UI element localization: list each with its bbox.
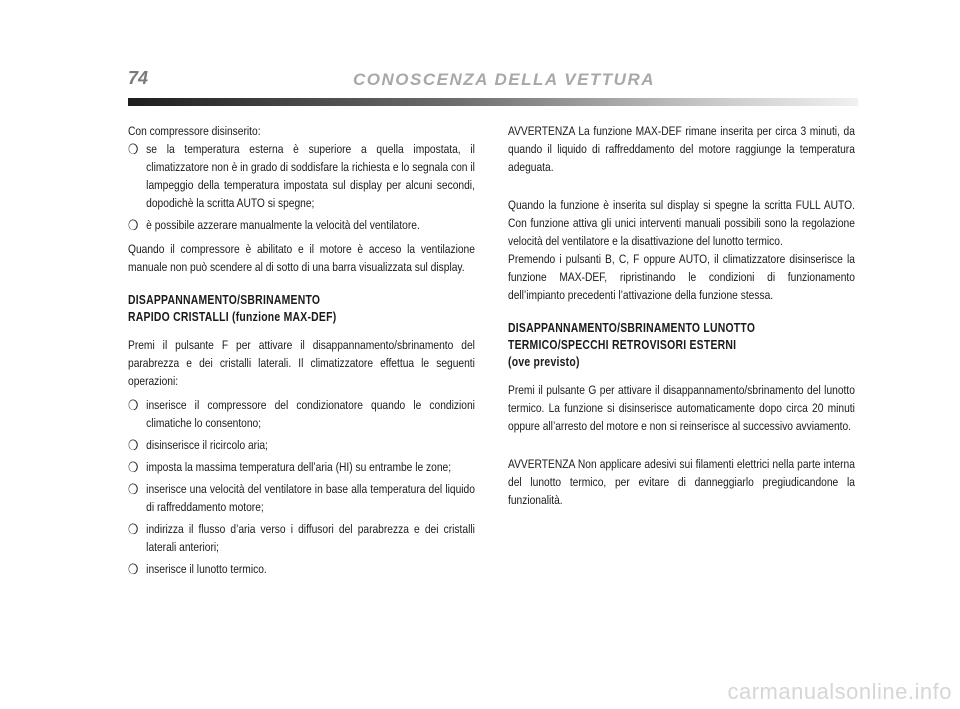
bullet-icon: ❍ [128,141,139,157]
warning-max-def: AVVERTENZA La funzione MAX-DEF rimane inserita per circa 3 minuti, da quando il liquido di raffreddamento del motore raggiunge la temperatura adeguata. [508,124,855,174]
bullet-icon: ❍ [128,397,139,413]
heading-line: (ove previsto) [508,355,580,369]
section-title: CONOSCENZA DELLA VETTURA [353,70,656,89]
list-item [128,396,475,432]
bullet-icon: ❍ [128,459,139,475]
list-item [128,480,475,516]
heading-line: DISAPPANNAMENTO/SBRINAMENTO [128,293,321,307]
bullet-icon: ❍ [128,561,139,577]
list-item-text: è possibile azzerare manualmente la velocità del ventilatore. [146,218,420,232]
list-item-text: disinserisce il ricircolo aria; [146,438,268,452]
paragraph-rear-window: Premi il pulsante G per attivare il disappannamento/sbrinamento del lunotto termico. La funzione si disinserisce automaticamente dopo circa 20 minuti oppure all’arresto del motore e non si reinserisce al successivo avviamento. [508,383,855,433]
list-item [128,216,475,234]
list-item [128,436,475,454]
bullet-icon: ❍ [128,521,139,537]
list-item-text: imposta la massima temperatura dell’aria (HI) su entrambe le zone; [146,460,452,474]
bullet-icon: ❍ [128,437,139,453]
bullet-icon: ❍ [128,481,139,497]
list-item [128,560,475,578]
list-item [128,458,475,476]
page-number: 74 [128,68,149,88]
watermark: carmanualsonline.info [727,679,952,704]
list-item-text: inserisce il compressore del condizionatore quando le condizioni climatiche lo consentono; [146,398,475,430]
bullet-icon: ❍ [128,217,139,233]
section-heading-rear-window [508,320,855,371]
list-item-text: inserisce il lunotto termico. [146,562,267,576]
paragraph-max-def: Premi il pulsante F per attivare il disappannamento/sbrinamento del parabrezza e dei cristalli laterali. Il climatizzatore effettua le seguenti operazioni: [128,338,475,388]
paragraph-deactivate: Premendo i pulsanti B, C, F oppure AUTO, il climatizzatore disinserisce la funzione MAX-DEF, ripristinando le condizioni di funzionamento dell’impianto precedenti l’attivazione della funzione stessa. [508,252,855,302]
section-heading-max-def [128,292,475,326]
bullet-list-max-def [128,396,475,578]
warning-rear-window: AVVERTENZA Non applicare adesivi sui filamenti elettrici nella parte interna del lunotto termico, per evitare di danneggiarlo pregiudicandone la funzionalità. [508,457,855,507]
list-item [128,520,475,556]
paragraph-compressor-on: Quando il compressore è abilitato e il motore è acceso la ventilazione manuale non può scendere al di sotto di una barra visualizzata sul display. [128,242,475,274]
heading-line: RAPIDO CRISTALLI (funzione MAX-DEF) [128,310,337,324]
list-item [128,140,475,212]
list-item-text: se la temperatura esterna è superiore a quella impostata, il climatizzatore non è in grado di soddisfare la richiesta e lo segnala con il lampeggio della temperatura impostata sul display per alcuni secondi, dopodichè la scritta AUTO si spegne; [146,142,475,210]
left-column [128,122,475,584]
list-item-text: indirizza il flusso d’aria verso i diffusori del parabrezza e dei cristalli laterali anteriori; [146,522,475,554]
list-item-text: inserisce una velocità del ventilatore in base alla temperatura del liquido di raffreddamento motore; [146,482,475,514]
intro-text: Con compressore disinserito: [128,124,261,138]
heading-line: DISAPPANNAMENTO/SBRINAMENTO LUNOTTO [508,321,756,335]
right-column [508,122,855,515]
bullet-list-compressor-off [128,140,475,234]
heading-line: TERMICO/SPECCHI RETROVISORI ESTERNI [508,338,737,352]
paragraph-full-auto: Quando la funzione è inserita sul display si spegne la scritta FULL AUTO. Con funzione attiva gli unici interventi manuali possibili sono la regolazione velocità del ventilatore e la disattivazione del lunotto termico. [508,198,855,248]
header-divider [128,98,858,106]
